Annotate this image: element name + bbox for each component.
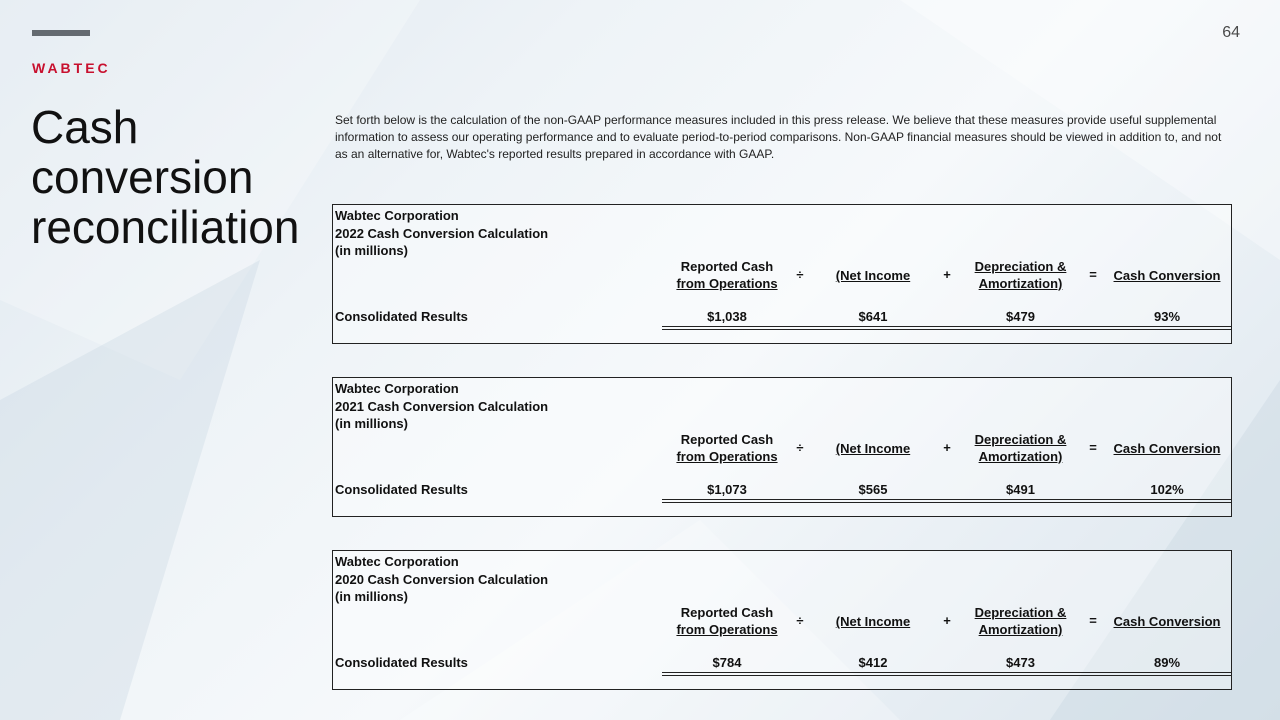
value-net-income: $412 [858,655,888,670]
col-header-line: Reported Cash [680,432,774,447]
col-header-line: from Operations [676,276,778,291]
company-name: Wabtec Corporation [335,208,459,223]
value-reported-cash: $1,038 [707,309,747,324]
accent-bar [32,30,90,36]
col-header-cash-conversion: Cash Conversion [1113,614,1221,629]
col-header-cash-conversion: Cash Conversion [1113,268,1221,283]
col-header-line: Reported Cash [680,259,774,274]
total-rule [662,502,1231,503]
table-subtitle: 2020 Cash Conversion Calculation [335,572,549,587]
total-rule [662,672,1231,673]
equals-symbol: = [1089,440,1097,455]
equals-symbol: = [1089,267,1097,282]
col-header-reported-cash [663,604,791,638]
row-label: Consolidated Results [335,309,468,324]
divide-symbol: ÷ [796,613,804,628]
value-depreciation: $491 [1006,482,1035,497]
col-header-depreciation [958,604,1083,638]
col-header-net-income: (Net Income [835,614,911,629]
company-name: Wabtec Corporation [335,554,459,569]
cash-conversion-table-2021 [332,377,1232,517]
value-reported-cash: $1,073 [707,482,747,497]
total-rule [662,499,1231,500]
value-cash-conversion: 93% [1153,309,1181,324]
table-subtitle: 2021 Cash Conversion Calculation [335,399,549,414]
col-header-line: Amortization) [978,449,1063,464]
col-header-cash-conversion: Cash Conversion [1113,441,1221,456]
units-label: (in millions) [335,243,408,258]
col-header-line: Depreciation & [974,432,1067,447]
col-header-line: Depreciation & [974,259,1067,274]
page-title: Cash conversion reconciliation [31,101,300,253]
total-rule [662,326,1231,327]
value-depreciation: $479 [1006,309,1035,324]
units-label: (in millions) [335,589,408,604]
value-reported-cash: $784 [712,655,742,670]
page-number: 64 [1222,24,1240,41]
col-header-line: Amortization) [978,622,1063,637]
col-header-line: from Operations [676,622,778,637]
col-header-reported-cash [663,258,791,292]
divide-symbol: ÷ [796,267,804,282]
plus-symbol: + [943,613,951,628]
brand-logo-text: WABTEC [32,60,111,76]
row-label: Consolidated Results [335,655,468,670]
col-header-line: from Operations [676,449,778,464]
units-label: (in millions) [335,416,408,431]
col-header-depreciation [958,258,1083,292]
col-header-net-income: (Net Income [835,441,911,456]
total-rule [662,675,1231,676]
row-label: Consolidated Results [335,482,468,497]
plus-symbol: + [943,267,951,282]
col-header-line: Depreciation & [974,605,1067,620]
col-header-reported-cash [663,431,791,465]
value-net-income: $565 [858,482,888,497]
value-depreciation: $473 [1006,655,1035,670]
col-header-line: Amortization) [978,276,1063,291]
intro-paragraph: Set forth below is the calculation of the non-GAAP performance measures included in this press release. We believe that these measures provide useful supplemental information to assess our operating performance and to evaluate period-to-period comparisons. Non-GAAP financial measures should be viewed in addition to, and not as an alternative for, Wabtec's reported results prepared in accordance with GAAP. [335,113,1222,161]
cash-conversion-table-2022 [332,204,1232,344]
table-subtitle: 2022 Cash Conversion Calculation [335,226,549,241]
total-rule [662,329,1231,330]
value-cash-conversion: 102% [1150,482,1184,497]
equals-symbol: = [1089,613,1097,628]
divide-symbol: ÷ [796,440,804,455]
col-header-depreciation [958,431,1083,465]
plus-symbol: + [943,440,951,455]
value-net-income: $641 [858,309,888,324]
cash-conversion-table-2020 [332,550,1232,690]
value-cash-conversion: 89% [1153,655,1181,670]
col-header-line: Reported Cash [680,605,774,620]
company-name: Wabtec Corporation [335,381,459,396]
col-header-net-income: (Net Income [835,268,911,283]
